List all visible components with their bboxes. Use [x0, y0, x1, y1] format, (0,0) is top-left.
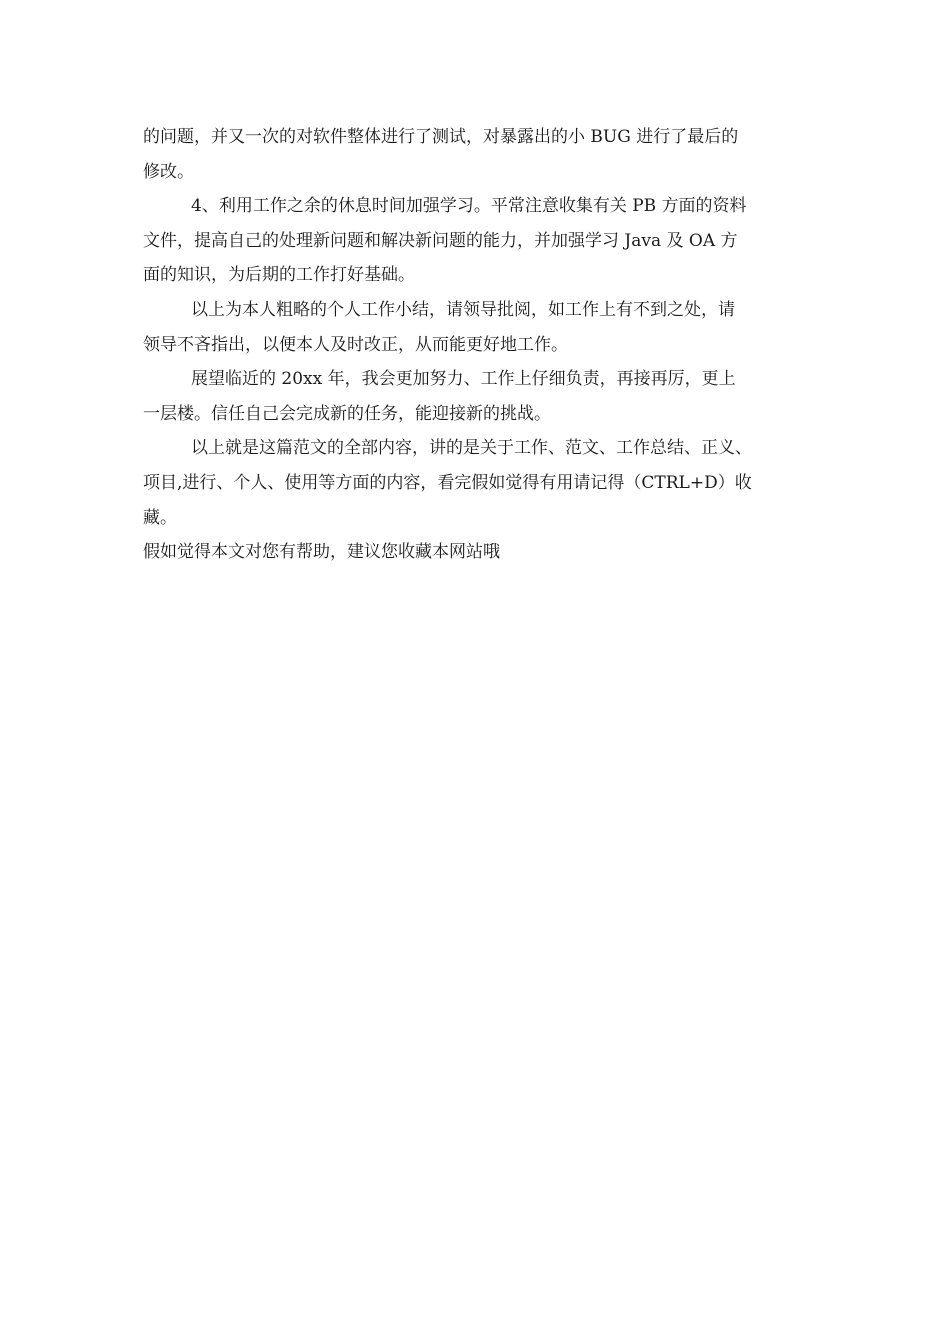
paragraph-line: 文件，提高自己的处理新问题和解决新问题的能力，并加强学习 Java 及 OA 方 — [143, 230, 738, 251]
paragraph-line: 项目,进行、个人、使用等方面的内容，看完假如觉得有用请记得（CTRL+D）收 — [143, 472, 752, 493]
paragraph-line: 领导不吝指出，以便本人及时改正，从而能更好地工作。 — [143, 334, 568, 355]
paragraph-line: 以上为本人粗略的个人工作小结，请领导批阅，如工作上有不到之处，请 — [191, 299, 735, 320]
document-body — [143, 120, 833, 570]
paragraph-line: 藏。 — [143, 507, 177, 528]
paragraph-line: 的问题，并又一次的对软件整体进行了测试，对暴露出的小 BUG 进行了最后的 — [143, 127, 739, 147]
paragraph-line: 面的知识，为后期的工作打好基础。 — [143, 265, 415, 286]
closing-note: 假如觉得本文对您有帮助，建议您收藏本网站哦 — [143, 542, 500, 563]
paragraph-line: 展望临近的 20xx 年，我会更加努力、工作上仔细负责，再接再厉，更上 — [191, 369, 736, 390]
paragraph-line: 4、利用工作之余的休息时间加强学习。平常注意收集有关 PB 方面的资料 — [191, 196, 747, 217]
paragraph-line: 一层楼。信任自己会完成新的任务，能迎接新的挑战。 — [143, 403, 551, 424]
paragraph-line: 修改。 — [143, 161, 194, 182]
paragraph-line: 以上就是这篇范文的全部内容，讲的是关于工作、范文、工作总结、正义、 — [191, 438, 752, 459]
